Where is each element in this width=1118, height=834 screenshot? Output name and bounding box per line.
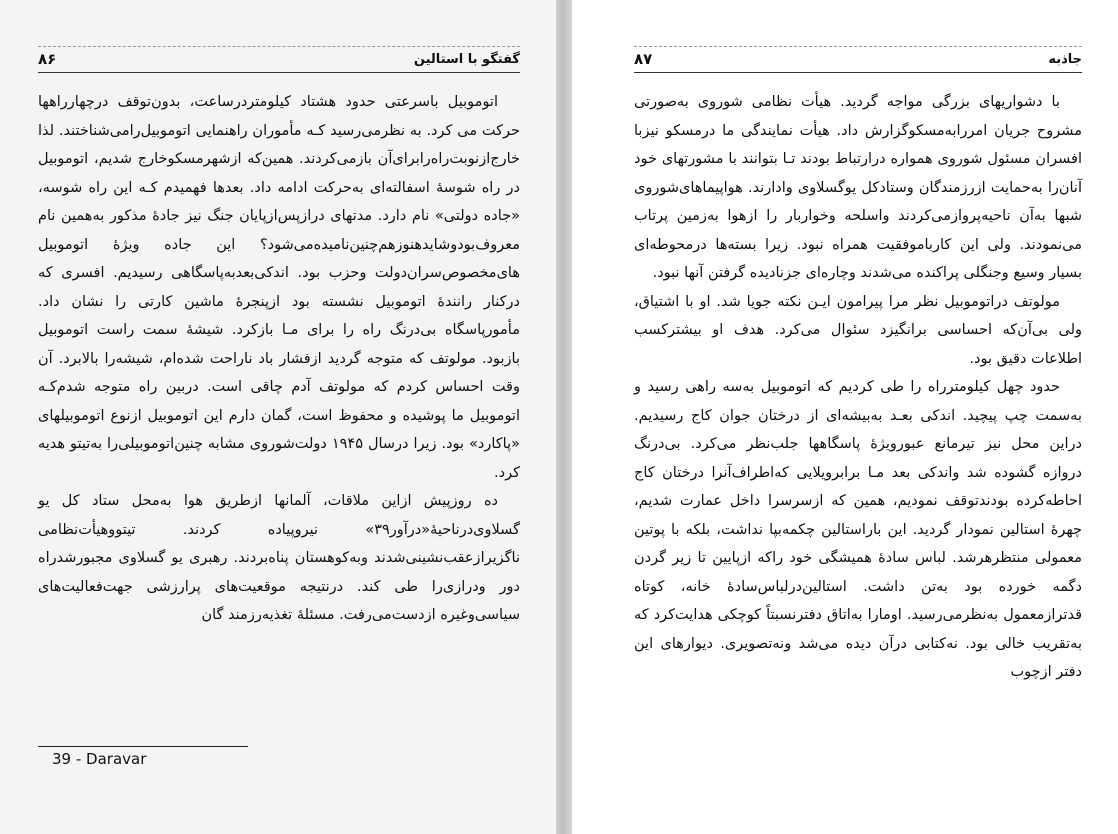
left-page-header <box>38 46 520 73</box>
paragraph: ده روزپیش ازاین ملاقات، آلمانها ازطریق هوا به‌محل ستاد کل یو گسلاوی‌درناحیهٔ«درآور۳۹» نیروپیاده کردند. تیتووهیأت‌نظامی ناگزیرازعقب‌نشینی‌شدند وبه‌کوهستان پناه‌بردند. رهبری یو گسلاوی مجبورشدراه دور ودرازی‌را طی کند. درنتیجه موقعیت‌های پرارزشی جهت‌فعالیت‌های سیاسی‌وغیره ازدست‌می‌رفت. مسئلهٔ تغذیه‌رزمند گان <box>38 493 520 623</box>
paragraph: با دشواریهای بزرگی مواجه گردید. هیأت نظامی شوروی به‌صورتی مشروح جریان امررابه‌مسکوگزارش داد. هیأت نمایندگی ما درمسکو نیزبا افسران مسئول شوروی همواره درارتباط بودند تـا بتوانند با مشورتهای خود آنان‌را به‌حمایت ازرزمندگان وستادکل یوگسلاوی وادارند. هواپیماهای‌شوروی شبها به‌آن ناحیه‌پروازمی‌کردند واسلحه وخواربار را ازهوا به‌زمین پرتاب می‌نمودند. ولی این کاربا‌موفقیت همراه نبود. زیرا بسته‌ها درمحوطه‌ای بسیار وسیع وجنگلی پراکنده می‌شدند وچاره‌ای جزنادیده گرفتن آنها نبود. <box>634 94 1082 281</box>
running-title: جاذبه <box>1048 52 1082 67</box>
right-page-body <box>634 88 1082 687</box>
page-footer: 39 - Daravar <box>52 750 147 768</box>
left-page <box>0 0 556 834</box>
paragraph: مولوتف دراتوموبیل نظر مرا پیرامون ایـن نکته جویا شد. او با اشتیاق، ولی بی‌آن‌که احساسی برانگیزد سئوال می‌کرد. هدف او بیشترکسب اطلاعات دقیق بود. <box>634 293 1082 367</box>
page-number: ۸۶ <box>38 50 57 68</box>
right-page <box>572 0 1118 834</box>
header-rule <box>634 46 1082 47</box>
right-page-header <box>634 46 1082 73</box>
footer-rule <box>38 746 248 747</box>
header-rule <box>38 46 520 47</box>
page-number: ۸۷ <box>634 50 653 68</box>
book-gutter <box>556 0 572 834</box>
left-page-body <box>38 88 520 630</box>
running-title: گفتگو با استالین <box>413 52 520 67</box>
paragraph: حدود چهل کیلومترراه را طی کردیم که اتوموبیل به‌سه راهی رسید و به‌سمت چپ پیچید. اندکی بعـد به‌بیشه‌ای از درختان جوان کاج رسیدیم. دراین محل نیز تیرمانع عبورویژهٔ پاسگاهها جلب‌نظر می‌کرد. بی‌درنگ دروازه گشوده شد واندکی بعد مـا برابرویلایی که‌اطراف‌آنرا درختان کاج احاطه‌کرده بودندتوقف نمودیم، همین که ازسرسرا داخل عمارت شدیم، چهرهٔ استالین نمودار گردید. این باراستالین چکمه‌بپا نداشت، بلکه با پوتین معمولی منتظرهرشد. لباس سادهٔ همیشگی خود راکه ازپایین تا زیر گردن دگمه خورده بود به‌تن داشت. استالین‌درلباس‌سادهٔ خانه، کوتاه قدترازمعمول به‌نظرمی‌رسید. اومارا به‌اتاق دفترنسبتاً کوچکی هدایت‌کرد که به‌تقریب خالی بود. نه‌کتابی درآن دیده می‌شد ونه‌تصویری. دیوارهای این دفتر ازچوب <box>634 379 1082 680</box>
paragraph: اتوموبیل باسرعتی حدود هشتاد کیلومتردرساعت، بدون‌توقف درچهارراهها حرکت می کرد. به نظرمی‌رسید کـه مأموران راهنمایی اتوموبیل‌رامی‌شناختند. لذا خارج‌ازنوبت‌راه‌رابرای‌آن بازمی‌کردند. همین‌که ازشهرمسکوخارج شدیم، اتوموبیل در راه شوسهٔ اسفالته‌ای به‌حرکت ادامه داد. بعدها فهمیدم کـه این راه شوسه، «جاده دولتی» نام دارد. مدتهای درازپس‌ازپایان جنگ نیز جادهٔ مذکور به‌همین نام معروف‌بودوشایدهنوزهم‌چنین‌نامیده‌می‌شود؟ این جاده ویژهٔ اتوموبیل های‌مخصوص‌سران‌دولت وحزب بود. اندکی‌بعدبه‌پاسگاهی رسیدیم. افسری که درکنار رانندهٔ اتوموبیل نشسته بود ازپنجرهٔ ماشین کارتی را نشان داد. مأمورپاسگاه بی‌درنگ راه را برای مـا بازکرد. شیشهٔ سمت راست اتوموبیل بازبود. مولوتف که متوجه گردید ازفشار باد ناراحت شده‌ام، شیشه‌را بالابرد. آن وقت احساس کردم که مولوتف آدم چاقی است. دربین راه متوجه شدم‌کـه اتوموبیل ما پوشیده و محفوظ است، گمان دارم این اتوموبیل ازنوع اتوموبیلهای «پاکارد» بود. زیرا درسال ۱۹۴۵ دولت‌شوروی مشابه چنین‌اتوموبیلی‌را به‌تیتو هدیه کرد. <box>38 94 520 481</box>
